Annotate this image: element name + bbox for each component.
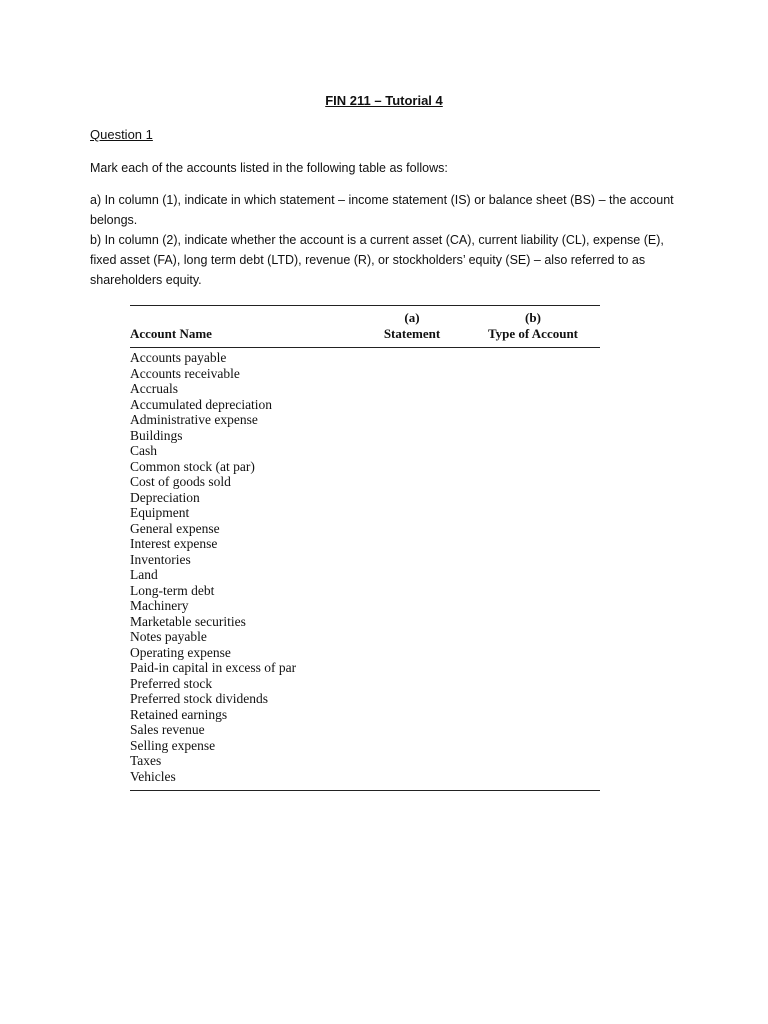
table-row: Land [130,567,158,582]
header-type-letter: (b) [525,310,541,325]
table-row: Accumulated depreciation [130,396,273,412]
table-row: Vehicles [130,768,176,784]
table-row: Accruals [130,381,178,396]
header-account-name: Account Name [130,326,212,341]
instruction-part-a: a) In column (1), indicate in which statement – income statement (IS) or balance sheet (BS) – the account belongs. [90,193,674,227]
table-row: General expense [130,520,220,536]
table-row: Common stock (at par) [130,458,255,474]
table-row: Operating expense [130,644,231,660]
table-row: Accounts payable [130,350,227,365]
table-row: Inventories [130,551,191,567]
table-row: Cash [130,443,157,458]
header-statement-letter: (a) [404,310,420,325]
table-row: Equipment [130,505,190,520]
table-row: Administrative expense [130,412,258,427]
table-row: Retained earnings [130,706,228,722]
instruction-part-b: b) In column (2), indicate whether the account is a current asset (CA), current liability (CL), expense (E), fixed asset (FA), long term debt (LTD), revenue (R), or stockholders’ equity (SE) – also referred to as shareholders equity. [90,233,664,287]
table-row: Machinery [130,598,189,613]
table-row: Depreciation [130,489,200,505]
table-row: Buildings [130,427,183,443]
table-row: Sales revenue [130,722,205,737]
header-statement-label: Statement [383,326,441,341]
table-row: Cost of goods sold [130,474,231,489]
table-row: Interest expense [130,536,218,551]
question-heading: Question 1 [90,127,153,142]
table-row: Marketable securities [130,613,246,629]
table-row: Notes payable [130,629,207,644]
table-row: Selling expense [130,737,216,753]
table-row: Preferred stock dividends [130,691,268,706]
document-title: FIN 211 – Tutorial 4 [325,93,443,108]
table-row: Accounts receivable [130,365,240,381]
table-row: Taxes [130,753,162,768]
header-statement [370,310,454,342]
table-row: Preferred stock [130,675,213,691]
table-row: Long-term debt [130,582,215,598]
account-list [130,350,296,784]
header-type-label: Type of Account [487,326,579,341]
table-row: Paid-in capital in excess of par [130,660,297,675]
instructions-intro: Mark each of the accounts listed in the following table as follows: [90,161,448,175]
header-type [480,310,586,342]
table-header [130,306,600,348]
accounts-table [130,305,600,791]
